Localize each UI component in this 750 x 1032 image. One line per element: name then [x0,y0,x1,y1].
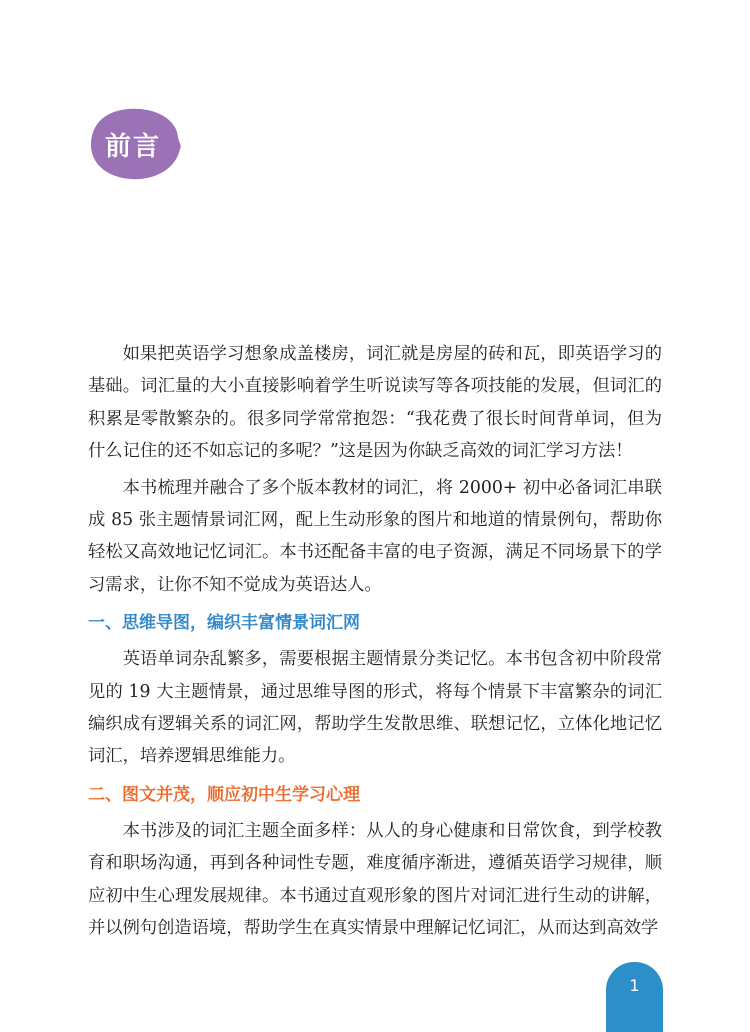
illustrated-paragraph: 本书涉及的词汇主题全面多样：从人的身心健康和日常饮食，到学校教育和职场沟通，再到各种词性专题，难度循序渐进，遵循英语学习规律，顺应初中生心理发展规律。本书通过直观形象的图片对词汇进行生动的讲解，并以例句创造语境，帮助学生在真实情景中理解记忆词汇，从而达到高效学 [88,820,662,939]
intro-paragraph-1: 如果把英语学习想象成盖楼房，词汇就是房屋的砖和瓦，即英语学习的基础。词汇量的大小直接影响着学生听说读写等各项技能的发展，但词汇的积累是零散繁杂的。很多同学常常抱怨：“我花费了很长时间背单词，但为什么记住的还不如忘记的多呢？”这是因为你缺乏高效的词汇学习方法！ [88,344,662,462]
preface-body [88,338,662,949]
intro-paragraph-2: 本书梳理并融合了多个版本教材的词汇，将 2000+ 初中必备词汇串联成 85 张主题情景词汇网，配上生动形象的图片和地道的情景例句，帮助你轻松又高效地记忆词汇。本书还配备丰富的电子资源，满足不同场景下的学习需求，让你不知不觉成为英语达人。 [88,477,662,595]
mindmap-paragraph: 英语单词杂乱繁多，需要根据主题情景分类记忆。本书包含初中阶段常见的 19 大主题情景，通过思维导图的形式，将每个情景下丰富繁杂的词汇编织成有逻辑关系的词汇网，帮助学生发散思维、联想记忆，立体化地记忆词汇，培养逻辑思维能力。 [88,649,662,767]
preface-title: 前言 [104,131,161,162]
preface-badge [90,107,182,181]
section-heading-mindmap: 一、思维导图，编织丰富情景词汇网 [88,613,360,634]
page-number-tab [606,962,663,1032]
section-heading-illustrated: 二、图文并茂，顺应初中生学习心理 [88,784,360,805]
page-number: 1 [629,976,640,995]
